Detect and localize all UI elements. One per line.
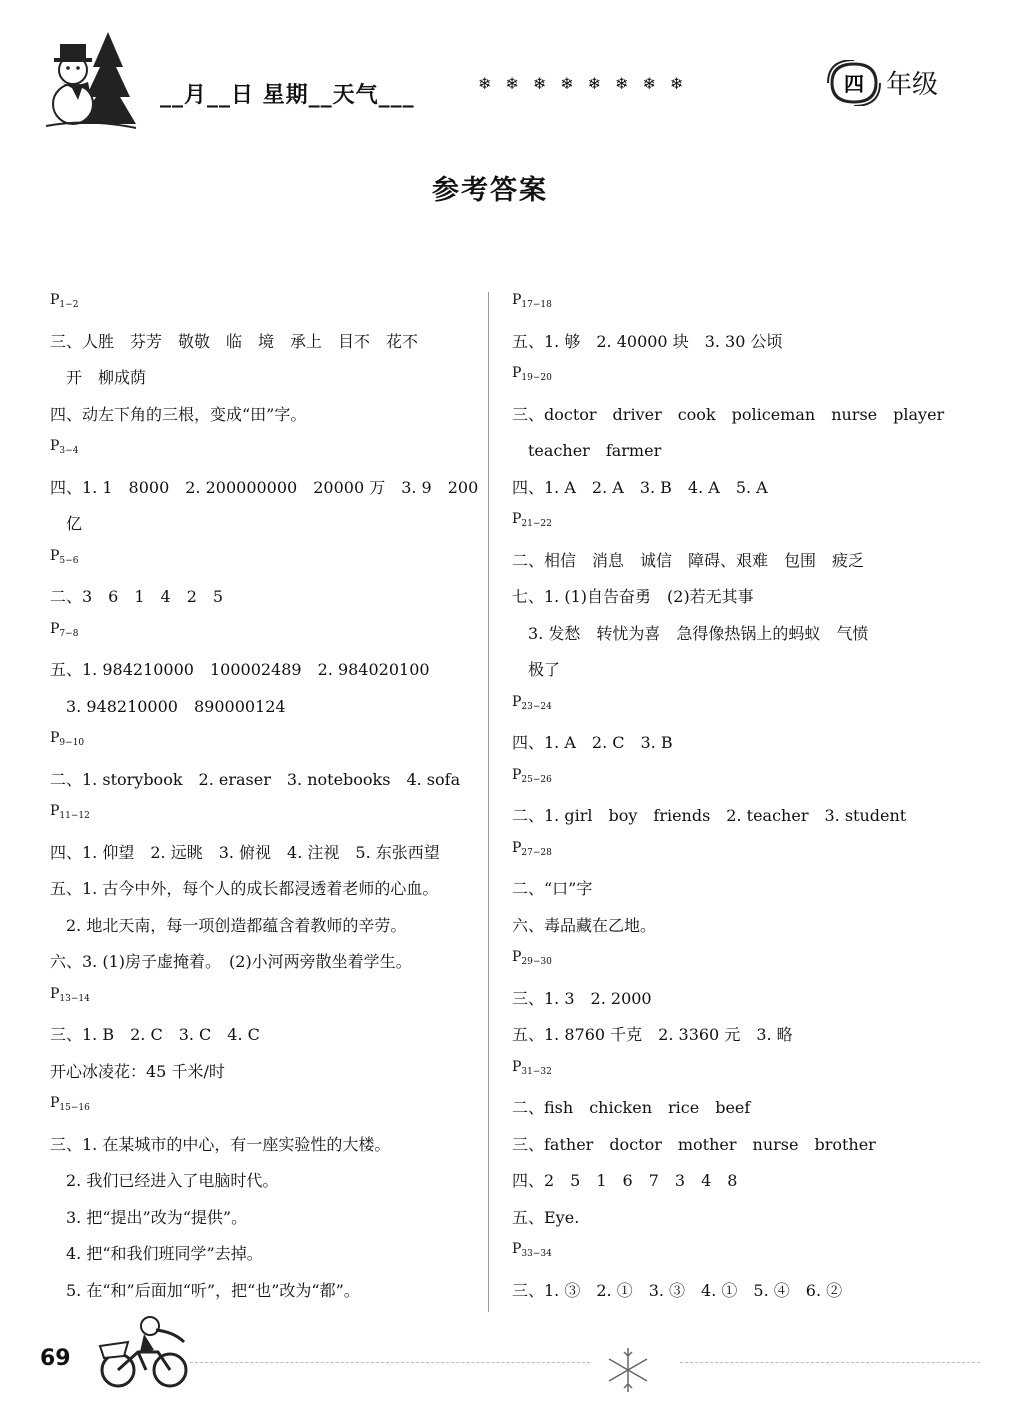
page-ref xyxy=(50,986,90,1004)
page-ref-range: 25−26 xyxy=(521,774,552,785)
page-ref-range: 1−2 xyxy=(59,300,79,310)
page-ref-letter: P xyxy=(50,803,60,819)
page-ref-letter: P xyxy=(50,292,60,308)
page-ref-range: 19−20 xyxy=(521,373,552,383)
page-ref-letter: P xyxy=(50,547,60,564)
page-ref-range: 11−12 xyxy=(59,811,90,821)
page-ref-range: 33−34 xyxy=(521,1249,552,1259)
girl-on-bicycle-icon xyxy=(98,1312,190,1392)
answer-line: 四、2 5 1 6 7 3 4 8 xyxy=(512,1171,738,1190)
answer-line: 七、1. (1)自告奋勇 (2)若无其事 xyxy=(512,587,754,606)
answer-line: 3. 把“提出”改为“提供”。 xyxy=(50,1207,248,1227)
page-ref xyxy=(50,548,78,566)
grade-badge-icon xyxy=(826,60,882,106)
answer-line: 四、1. 1 8000 2. 200000000 20000 万 3. 9 200 xyxy=(50,477,479,497)
page-ref xyxy=(512,1059,552,1077)
answer-line: 3. 发愁 转忧为喜 急得像热锅上的蚂蚁 气愤 xyxy=(512,623,869,643)
answer-line: 五、1. 984210000 100002489 2. 984020100 xyxy=(50,660,430,679)
answer-line: 2. 我们已经进入了电脑时代。 xyxy=(50,1171,279,1190)
answer-line: 2. 地北天南，每一项创造都蕴含着教师的辛劳。 xyxy=(50,915,407,935)
page-ref-letter: P xyxy=(512,949,522,965)
answer-line: 开 柳成荫 xyxy=(50,368,147,387)
answer-line: 三、father doctor mother nurse brother xyxy=(512,1134,876,1154)
answer-line: 三、1. ③ 2. ① 3. ③ 4. ① 5. ④ 6. ② xyxy=(512,1280,843,1300)
answer-line: 二、1. storybook 2. eraser 3. notebooks 4. sofa xyxy=(50,769,461,789)
answer-line: 二、3 6 1 4 2 5 xyxy=(50,587,224,606)
page-ref-letter: P xyxy=(50,730,60,746)
answer-line: 开心冰凌花：45 千米/时 xyxy=(50,1061,225,1081)
page-ref-range: 15−16 xyxy=(59,1103,90,1113)
answer-line: 三、1. 3 2. 2000 xyxy=(512,988,652,1008)
page-ref-range: 27−28 xyxy=(521,847,552,858)
page-ref xyxy=(512,767,552,785)
page-ref xyxy=(512,1241,552,1259)
page-ref xyxy=(50,1095,90,1113)
answer-line: 六、毒品藏在乙地。 xyxy=(512,915,657,935)
answer-line: 三、1. B 2. C 3. C 4. C xyxy=(50,1025,260,1044)
answer-line: 四、动左下角的三根，变成“田”字。 xyxy=(50,404,307,424)
page-ref-letter: P xyxy=(512,693,522,710)
snowman-tree-icon xyxy=(38,22,138,132)
answer-line: 4. 把“和我们班同学”去掉。 xyxy=(50,1244,263,1263)
page-ref xyxy=(512,949,552,967)
page-ref-letter: P xyxy=(512,839,522,856)
page-ref-range: 5−6 xyxy=(59,555,79,566)
page-ref-range: 31−32 xyxy=(521,1066,552,1077)
page-ref-letter: P xyxy=(512,766,522,783)
page-title: 参考答案 xyxy=(432,175,548,206)
page-ref-letter: P xyxy=(50,1095,60,1111)
page-ref-range: 23−24 xyxy=(521,701,552,712)
snowflake-icon xyxy=(604,1346,652,1394)
page-ref xyxy=(512,292,552,310)
page-ref-range: 17−18 xyxy=(521,300,552,310)
answer-line: 六、3. (1)房子虚掩着。 (2)小河两旁散坐着学生。 xyxy=(50,952,412,971)
page-ref-letter: P xyxy=(512,511,522,527)
answer-line: 四、1. A 2. C 3. B xyxy=(512,733,673,752)
answer-line: 三、1. 在某城市的中心，有一座实验性的大楼。 xyxy=(50,1134,391,1154)
answer-line: 五、1. 古今中外，每个人的成长都浸透着老师的心血。 xyxy=(50,879,439,898)
page-ref-range: 29−30 xyxy=(521,957,552,967)
answer-line: 三、人胜 芬芳 敬敬 临 境 承上 目不 花不 xyxy=(50,331,419,351)
page-ref xyxy=(50,621,78,639)
answer-line: teacher farmer xyxy=(512,441,662,460)
date-line: __月__日 星期__天气___ xyxy=(160,83,415,108)
grade-label: 年级 xyxy=(886,70,939,100)
page-ref xyxy=(512,365,552,383)
answer-line: 二、相信 消息 诚信 障碍、艰难 包围 疲乏 xyxy=(512,550,865,570)
page-ref xyxy=(512,840,552,858)
footer-rule-left xyxy=(190,1362,590,1365)
answer-line: 二、“口”字 xyxy=(512,879,593,898)
answer-line: 四、1. A 2. A 3. B 4. A 5. A xyxy=(512,477,768,497)
answer-line: 五、1. 够 2. 40000 块 3. 30 公顷 xyxy=(512,331,783,351)
answer-line: 亿 xyxy=(50,514,83,533)
page-ref-range: 3−4 xyxy=(59,446,79,456)
answer-line: 5. 在“和”后面加“听”，把“也”改为“都”。 xyxy=(50,1280,360,1300)
answer-line: 3. 948210000 890000124 xyxy=(50,696,286,716)
page-header xyxy=(0,0,1024,140)
column-divider xyxy=(488,292,489,1312)
page-ref-range: 21−22 xyxy=(521,519,552,529)
page-ref-range: 7−8 xyxy=(59,628,79,639)
footer-rule-right xyxy=(680,1362,980,1365)
page-ref-range: 13−14 xyxy=(59,993,90,1004)
page-ref-range: 9−10 xyxy=(59,738,85,748)
page-number: 69 xyxy=(40,1346,71,1371)
answer-line: 五、Eye. xyxy=(512,1207,580,1227)
answer-line: 极了 xyxy=(512,660,561,679)
page-ref-letter: P xyxy=(50,438,60,454)
page-ref-letter: P xyxy=(512,1058,522,1075)
page-ref-letter: P xyxy=(50,985,60,1002)
page-ref-letter: P xyxy=(512,365,522,381)
page-ref-letter: P xyxy=(512,292,522,308)
page-ref xyxy=(50,292,78,310)
page-ref xyxy=(50,730,84,748)
page-ref xyxy=(50,438,78,456)
answer-line: 五、1. 8760 千克 2. 3360 元 3. 略 xyxy=(512,1025,793,1044)
page-ref-letter: P xyxy=(512,1241,522,1257)
snowflake-row-icon: ❄❄❄❄❄❄❄❄ xyxy=(478,74,698,93)
answer-line: 二、1. girl boy friends 2. teacher 3. student xyxy=(512,806,907,825)
page-ref xyxy=(512,694,552,712)
grade-char: 四 xyxy=(844,72,864,96)
page-ref-letter: P xyxy=(50,620,60,637)
page-ref xyxy=(50,803,90,821)
answer-line: 二、fish chicken rice beef xyxy=(512,1098,751,1117)
answer-line: 四、1. 仰望 2. 远眺 3. 俯视 4. 注视 5. 东张西望 xyxy=(50,842,440,862)
answer-line: 三、doctor driver cook policeman nurse player xyxy=(512,404,945,424)
page-ref xyxy=(512,511,552,529)
